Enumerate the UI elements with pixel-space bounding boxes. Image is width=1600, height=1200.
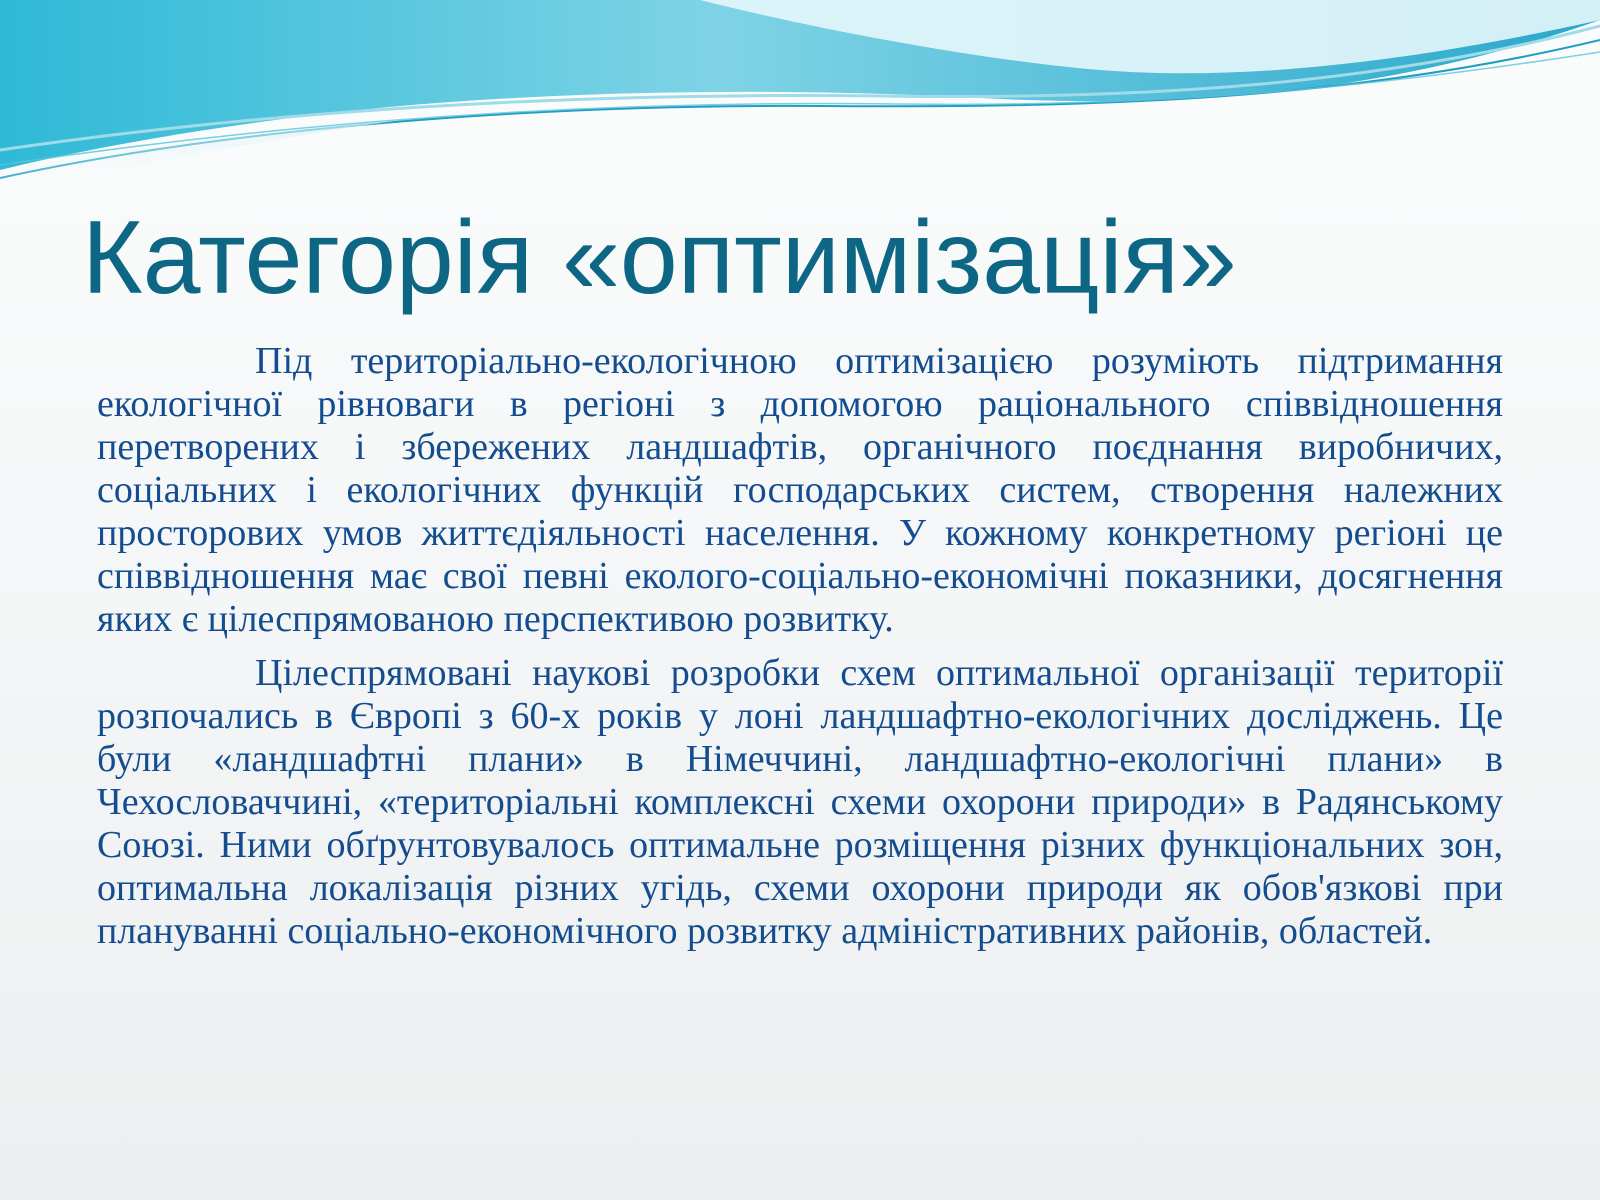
paragraph: Цілеспрямовані наукові розробки схем оптимальної організації території розпочались в Європі з 60-х років у лоні ландшафтно-екологічних досліджень. Це були «ландшафтні плани» в Німеччині, ландшафтно-екологічні плани» в Чехословаччині, «територіальні комплексні схеми охорони природи» в Радянському Союзі. Ними обґрунтовувалось оптимальне розміщення різних функціональних зон, оптимальна локалізація різних угідь, схеми охорони природи як обов'язкові при плануванні соціально-економічного розвитку адміністративних районів, областей. <box>97 652 1503 952</box>
slide-body <box>97 340 1503 964</box>
decorative-wave-header <box>0 0 1600 220</box>
slide-title: Категорія «оптимізація» <box>82 200 1237 316</box>
paragraph: Під територіально-екологічною оптимізацією розуміють підтримання екологічної рівноваги в регіоні з допомогою раціонального співвідношення перетворених і збережених ландшафтів, органічного поєднання виробничих, соціальних і екологічних функцій господарських систем, створення належних просторових умов життєдіяльності населення. У кожному конкретному регіоні це співвідношення має свої певні еколого-соціально-економічні показники, досягнення яких є цілеспрямованою перспективою розвитку. <box>97 340 1503 640</box>
